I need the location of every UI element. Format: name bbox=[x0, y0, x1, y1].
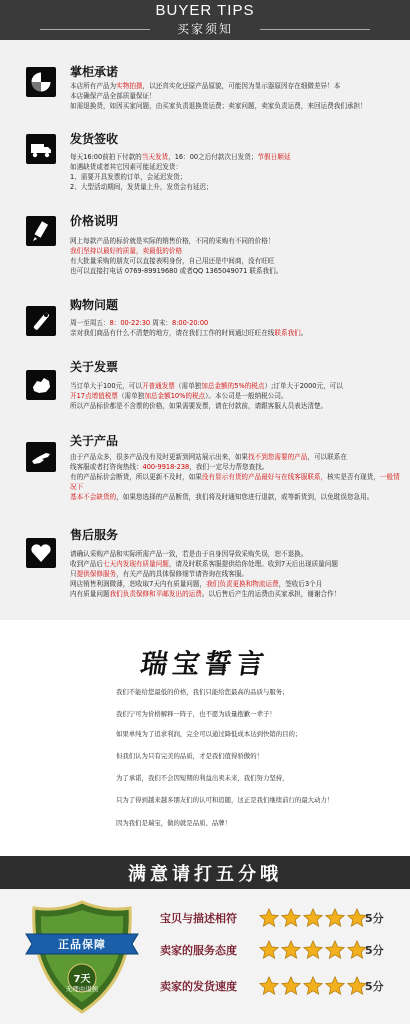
rating-banner bbox=[0, 856, 410, 889]
body-text: 当订单大于100元，可以 bbox=[70, 382, 142, 390]
section-body bbox=[70, 152, 400, 192]
highlight-text: 我们坚持以最好的质量，卖最低的价格 bbox=[70, 247, 183, 255]
star-icon[interactable] bbox=[324, 939, 346, 961]
highlight-text: 加总金额的5%的税点 bbox=[201, 382, 265, 390]
shield-icon bbox=[22, 898, 142, 1016]
body-text: 本店确保产品全部质量保证！ bbox=[70, 92, 156, 100]
genuine-guarantee-badge bbox=[22, 898, 142, 1016]
wrench-icon bbox=[26, 306, 56, 336]
body-text: ，可以联系在 bbox=[307, 453, 347, 461]
heart-icon bbox=[26, 538, 56, 568]
body-text: 周末： bbox=[150, 319, 173, 327]
body-line bbox=[70, 152, 400, 162]
body-text: 也可以直接打电话 0769-89919680 或者QQ 1365049071 联系我们。 bbox=[70, 267, 283, 275]
section-body bbox=[70, 318, 400, 338]
body-text: 。以后售后产生的运费由买家承担，谢谢合作！ bbox=[201, 590, 341, 598]
body-line bbox=[70, 182, 400, 192]
body-text: 如需退换货，如因买家问题，由买家负责退换货运费；卖家问题，卖家负责运费，来回运费我们承担！ bbox=[70, 102, 367, 110]
body-line bbox=[70, 381, 400, 391]
body-line bbox=[70, 589, 400, 599]
body-text: （需单独 bbox=[174, 382, 202, 390]
body-line bbox=[70, 172, 400, 182]
rating-row-service bbox=[160, 939, 410, 961]
body-line bbox=[70, 91, 400, 101]
highlight-text: 没有显示有货的产品最好与在线客服联系， bbox=[201, 473, 328, 481]
body-text: ）。本公司是一般纳税公司。 bbox=[205, 392, 288, 400]
section-title: 关于产品 bbox=[70, 434, 119, 448]
highlight-text: 提供保修服务 bbox=[76, 570, 117, 578]
body-line bbox=[70, 256, 400, 266]
manifesto-line: 为了承诺，我们不会因短期的利益出卖未来，我们努力坚持， bbox=[116, 774, 289, 782]
star-rating[interactable] bbox=[258, 907, 368, 933]
body-text: ，请及时联系客服提供给你处理。收到7天后出现质量问题 bbox=[168, 560, 338, 568]
body-text: 内有质量问题 bbox=[70, 590, 110, 598]
body-text: 网店销售利润微薄，恕收取7天内有质量问题， bbox=[70, 580, 207, 588]
rating-label: 卖家的发货速度 bbox=[160, 980, 237, 993]
badge-days: 7天 bbox=[73, 974, 91, 985]
body-line bbox=[70, 559, 400, 569]
body-line bbox=[70, 266, 400, 276]
body-text: 本店所有产品为 bbox=[70, 82, 117, 90]
body-text: 有大批量采购的朋友可以直接表明身份，自己用还是中间商，没有旺旺 bbox=[70, 257, 275, 265]
manifesto-line: 我们不能给您最低的价格，我们只能给您最高的品质与服务； bbox=[116, 688, 289, 696]
badge-main-text: 正品保障 bbox=[58, 938, 106, 951]
star-rating[interactable] bbox=[258, 975, 368, 1001]
star-icon[interactable] bbox=[324, 975, 346, 997]
body-text: 2、大型活动期间，发货量上升，发货会有延迟； bbox=[70, 183, 213, 191]
star-icon[interactable] bbox=[280, 907, 302, 929]
body-line bbox=[70, 246, 400, 256]
body-text: 每天16:00前拍下付款的 bbox=[70, 153, 142, 161]
section-body bbox=[70, 236, 400, 276]
buyer-tips-header bbox=[0, 0, 410, 40]
body-line bbox=[70, 236, 400, 246]
body-text: 请确认采购产品和实际所需产品一致，若是由于自身因导致采购失误，恕不退换。 bbox=[70, 550, 308, 558]
body-line bbox=[70, 579, 400, 589]
section-body bbox=[70, 452, 400, 502]
highlight-text: 七天内发现有质量问题 bbox=[102, 560, 169, 568]
highlight-text: 8:00-20:00 bbox=[172, 319, 209, 327]
body-text: ，我们一定尽力帮您查找。 bbox=[189, 463, 269, 471]
body-text: ，签收后3个月 bbox=[278, 580, 323, 588]
section-body bbox=[70, 81, 400, 111]
highlight-text: 8：00-22:30 bbox=[109, 319, 151, 327]
star-rating[interactable] bbox=[258, 939, 368, 965]
highlight-text: 开17点增值税票 bbox=[70, 392, 118, 400]
manifesto-line: 因为我们是瑞宝，做的就是品质、品牌！ bbox=[116, 819, 232, 827]
star-icon[interactable] bbox=[258, 975, 280, 997]
body-text: 1、需要开具发票的订单，会延迟发货； bbox=[70, 173, 187, 181]
star-icon[interactable] bbox=[280, 975, 302, 997]
section-title: 售后服务 bbox=[70, 528, 119, 542]
manifesto-section bbox=[0, 620, 410, 856]
manifesto-line: 只为了得到越来越多朋友们的认可和追随，这正是我们继续前行的最大动力！ bbox=[116, 796, 334, 804]
header-title-en: BUYER TIPS bbox=[155, 2, 255, 19]
highlight-text: 加总金额10%的税点 bbox=[144, 392, 206, 400]
body-line bbox=[70, 472, 400, 492]
pie-chart-icon bbox=[26, 67, 56, 97]
section-title: 发货签收 bbox=[70, 132, 119, 146]
header-divider-left bbox=[40, 29, 150, 30]
body-line bbox=[70, 492, 400, 502]
manifesto-line: 如果单纯为了追求利润，完全可以通过降低成本达到快销的目的； bbox=[116, 730, 302, 738]
highlight-text: 我们负责更换和物流运费 bbox=[206, 580, 279, 588]
body-text: 核实是否有现货， bbox=[327, 473, 380, 481]
rating-row-description bbox=[160, 907, 410, 929]
star-icon[interactable] bbox=[302, 907, 324, 929]
body-text: ）;订单大于2000元，可以 bbox=[264, 382, 343, 390]
badge-sub-text: 无理由退换 bbox=[65, 985, 99, 993]
body-line bbox=[70, 81, 400, 91]
body-text: 所以产品标价都是不含票的价格，如果需要发票，请在付款前，请跟客服人员表达清楚。 bbox=[70, 402, 328, 410]
highlight-text: 开普通发票 bbox=[141, 382, 175, 390]
body-text: 由于产品众多，很多产品没有及时更新到网站展示出来，如果 bbox=[70, 453, 249, 461]
rating-row-shipping-speed bbox=[160, 975, 410, 997]
star-icon[interactable] bbox=[280, 939, 302, 961]
body-text: 周一至周五： bbox=[70, 319, 110, 327]
highlight-text: 当天发货 bbox=[141, 153, 169, 161]
header-divider-right bbox=[260, 29, 370, 30]
body-text: ，有关产品的具体保修细节请咨询在线客服。 bbox=[116, 570, 249, 578]
body-text: 有的产品标价会断货，所以更新不及时，如果 bbox=[70, 473, 202, 481]
body-text: 。 bbox=[300, 329, 308, 337]
body-line bbox=[70, 569, 400, 579]
star-icon[interactable] bbox=[258, 939, 280, 961]
body-line bbox=[70, 328, 400, 338]
section-body bbox=[70, 549, 400, 599]
star-icon[interactable] bbox=[324, 907, 346, 929]
hand-icon bbox=[26, 442, 56, 472]
body-text: ，以还真实化还原产品原貌，可能因为显示器原因存在细微差异！本 bbox=[142, 82, 341, 90]
manifesto-title: 瑞宝誓言 bbox=[138, 649, 271, 680]
highlight-text: 400-9918-238 bbox=[142, 463, 190, 471]
body-line bbox=[70, 401, 400, 411]
body-line bbox=[70, 391, 400, 401]
star-icon[interactable] bbox=[302, 939, 324, 961]
rating-score: 5分 bbox=[365, 980, 384, 993]
body-text: ，16：00之后付款次日发货； bbox=[168, 153, 258, 161]
body-text: 只 bbox=[70, 570, 77, 578]
body-line bbox=[70, 462, 400, 472]
body-text: 如遇缺货或者其它因素可能延迟发货： bbox=[70, 163, 183, 171]
star-icon[interactable] bbox=[302, 975, 324, 997]
section-title: 掌柜承诺 bbox=[70, 65, 119, 79]
header-title-cn: 买家须知 bbox=[176, 22, 233, 36]
body-line bbox=[70, 318, 400, 328]
body-text: 亲对我们商品有什么不清楚的地方，请在我们工作的时间通过旺旺在线 bbox=[70, 329, 275, 337]
highlight-text: 我们负责保修和平邮发出的运费 bbox=[109, 590, 202, 598]
body-text: 收到产品后 bbox=[70, 560, 103, 568]
rating-label: 宝贝与描述相符 bbox=[160, 912, 237, 925]
section-title: 价格说明 bbox=[70, 214, 119, 228]
manifesto-line: 但我们认为只有完美的品质，才是我们值得骄傲的！ bbox=[116, 752, 263, 760]
highlight-text: 联系我们 bbox=[274, 329, 301, 337]
tips-panel bbox=[0, 40, 410, 620]
highlight-text: 实物拍摄 bbox=[116, 82, 143, 90]
body-line bbox=[70, 101, 400, 111]
map-icon bbox=[26, 370, 56, 400]
section-title: 关于发票 bbox=[70, 360, 119, 374]
highlight-text: 基本不会缺货的 bbox=[70, 493, 117, 501]
highlight-text: 一般情况下 bbox=[70, 473, 400, 491]
highlight-text: 找不到您需要的产品 bbox=[248, 453, 308, 461]
marker-icon bbox=[26, 216, 56, 246]
star-icon[interactable] bbox=[258, 907, 280, 929]
section-body bbox=[70, 381, 400, 411]
rating-score: 5分 bbox=[365, 912, 384, 925]
body-text: （需单独 bbox=[117, 392, 145, 400]
manifesto-line: 我们宁可为价格解释一阵子，也不愿为质量抱歉一辈子！ bbox=[116, 710, 276, 718]
body-text: ，如果您选择的产品断货，我们将及时通知您进行退款，或等新货到，以免耽误您急用。 bbox=[116, 493, 374, 501]
rating-score: 5分 bbox=[365, 944, 384, 957]
truck-icon bbox=[26, 134, 56, 164]
body-text: 网上每款产品的标价就是实际的销售价格，不同的采购有不同的价格！ bbox=[70, 237, 275, 245]
highlight-text: 节假日顺延 bbox=[257, 153, 291, 161]
section-title: 购物问题 bbox=[70, 298, 119, 312]
body-line bbox=[70, 452, 400, 462]
rating-banner-text: 满意请打五分哦 bbox=[128, 864, 282, 885]
body-line bbox=[70, 162, 400, 172]
rating-label: 卖家的服务态度 bbox=[160, 944, 237, 957]
body-text: 线客服或者打咨询热线： bbox=[70, 463, 143, 471]
body-line bbox=[70, 549, 400, 559]
